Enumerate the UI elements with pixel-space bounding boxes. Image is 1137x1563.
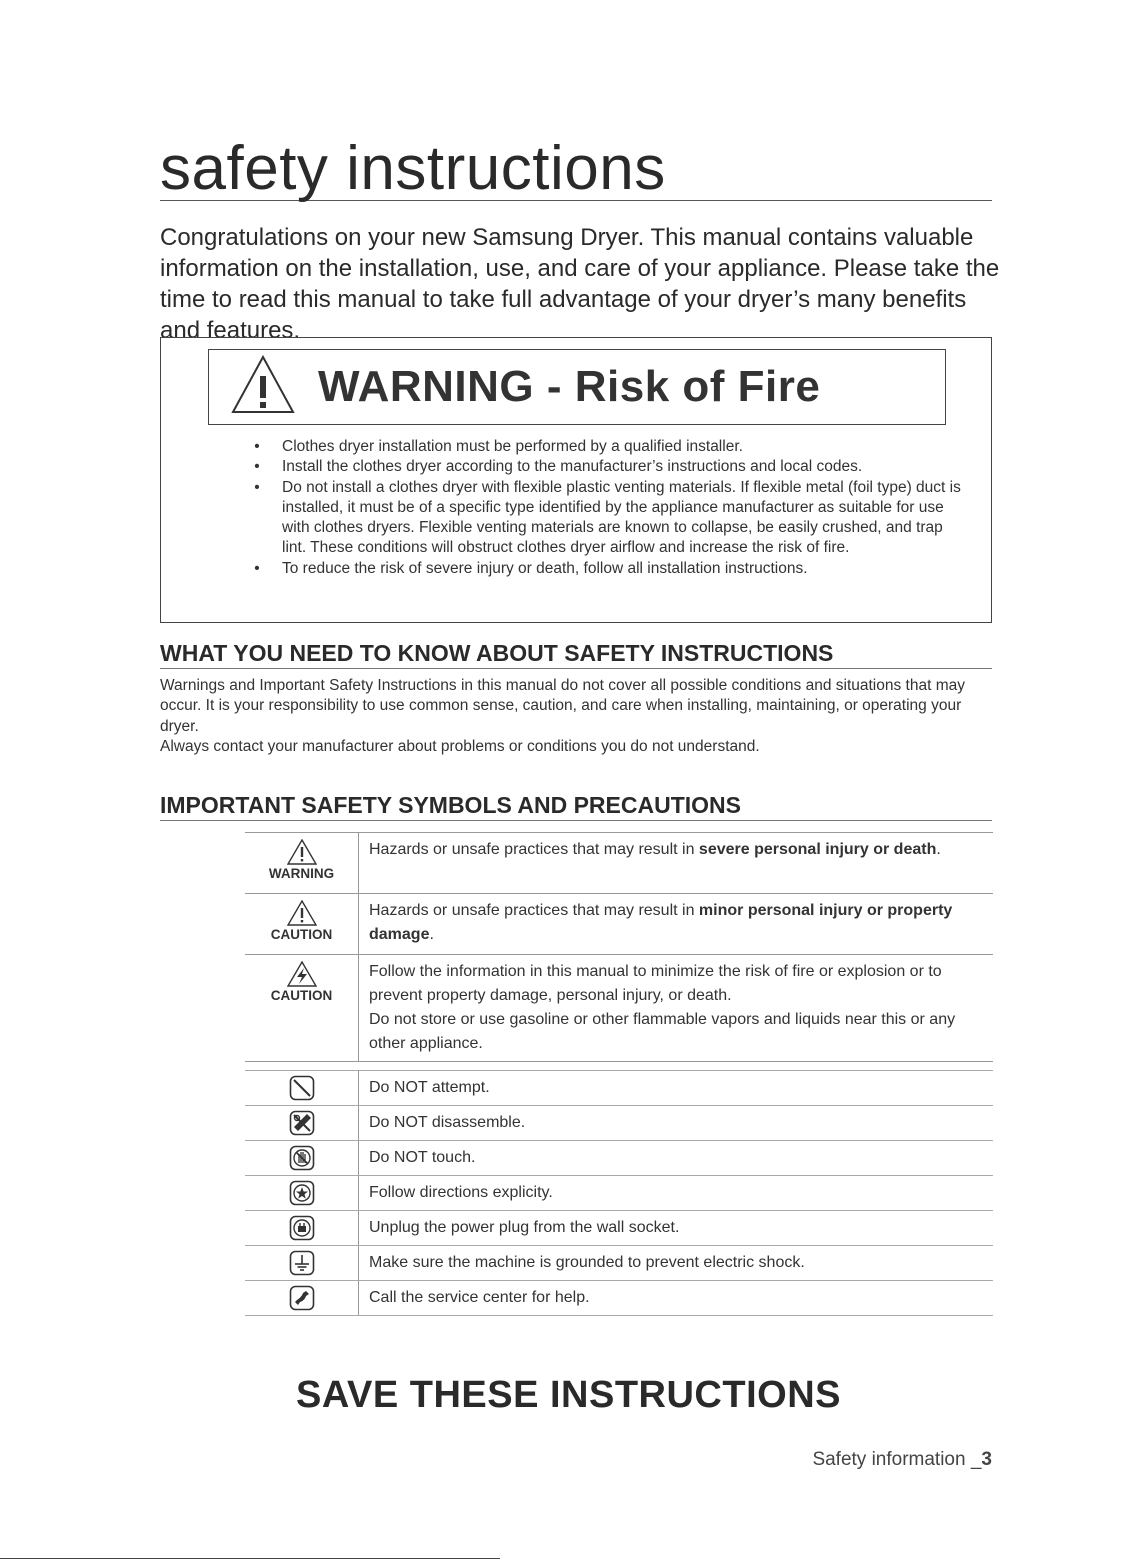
- no-touch-icon: [289, 1145, 315, 1171]
- list-item: • To reduce the risk of severe injury or death, follow all installation instructions.: [250, 559, 970, 579]
- follow-directions-icon: [289, 1180, 315, 1206]
- table-row: [245, 1071, 993, 1106]
- symbol-description: Do NOT touch.: [359, 1141, 994, 1176]
- hazard-description: Hazards or unsafe practices that may result in minor personal injury or property damage.: [359, 894, 994, 955]
- hazard-label: CAUTION: [270, 988, 333, 1003]
- bullet-icon: •: [254, 559, 260, 577]
- symbol-description: Unplug the power plug from the wall socket.: [359, 1211, 994, 1246]
- hazard-table: [245, 832, 993, 1062]
- table-row: [245, 1211, 993, 1246]
- list-item: • Clothes dryer installation must be performed by a qualified installer.: [250, 437, 970, 457]
- caution-triangle-icon: [287, 900, 317, 926]
- warning-triangle-icon: [230, 354, 296, 416]
- symbol-description: Call the service center for help.: [359, 1281, 994, 1316]
- table-row: [245, 1246, 993, 1281]
- service-call-icon: [289, 1285, 315, 1311]
- table-row: [245, 894, 993, 955]
- bullet-icon: •: [254, 438, 260, 455]
- table-row: [245, 955, 993, 1062]
- section-heading-symbols: IMPORTANT SAFETY SYMBOLS AND PRECAUTIONS: [160, 790, 992, 821]
- symbol-description: Make sure the machine is grounded to prevent electric shock.: [359, 1246, 994, 1281]
- hazard-description: Follow the information in this manual to minimize the risk of fire or explosion or to prevent property damage, personal injury, or death. Do not store or use gasoline or other flammable vapors and liquids near this or any other appliance.: [359, 955, 994, 1062]
- section-heading-know-about: WHAT YOU NEED TO KNOW ABOUT SAFETY INSTRUCTIONS: [160, 638, 992, 669]
- ground-icon: [289, 1250, 315, 1276]
- fire-warning-title: WARNING - Risk of Fire: [318, 362, 821, 411]
- page-number: 3: [981, 1449, 992, 1470]
- table-row: [245, 1176, 993, 1211]
- list-item: • Do not install a clothes dryer with flexible plastic venting materials. If flexible metal (foil type) duct is installed, it must be of a specific type identified by the appliance manufacturer as suitable for use with clothes dryers. Flexible venting materials are known to collapse, be easily crushed, and trap lint. These conditions will obstruct clothes dryer airflow and increase the risk of fire.: [250, 478, 970, 559]
- footer-section-label: Safety information _: [812, 1449, 982, 1470]
- page-footer: [760, 1448, 992, 1472]
- paragraph: Always contact your manufacturer about problems or conditions you do not understand.: [160, 737, 760, 755]
- bullet-icon: •: [254, 458, 260, 476]
- unplug-icon: [289, 1215, 315, 1241]
- bottom-rule: [0, 1558, 500, 1559]
- bullet-icon: •: [254, 478, 260, 496]
- hazard-description: Hazards or unsafe practices that may result in severe personal injury or death.: [359, 833, 994, 894]
- prohibited-icon: [289, 1075, 315, 1101]
- fire-warning-list: [250, 437, 970, 579]
- table-row: [245, 833, 993, 894]
- section-body-know-about: [160, 676, 1000, 757]
- symbol-description: Do NOT disassemble.: [359, 1106, 994, 1141]
- intro-paragraph: Congratulations on your new Samsung Dryer. This manual contains valuable information on the installation, use, and care of your appliance. Please take the time to read this manual to take full advantage of your dryer’s many benefits and features.: [160, 224, 1000, 344]
- fire-hazard-triangle-icon: [287, 961, 317, 987]
- paragraph: Warnings and Important Safety Instructions in this manual do not cover all possible conditions and situations that may occur. It is your responsibility to use common sense, caution, and care when installing, maintaining, or operating your dryer.: [160, 677, 965, 735]
- table-row: [245, 1281, 993, 1316]
- hazard-label: CAUTION: [270, 927, 333, 942]
- table-row: [245, 1141, 993, 1176]
- warning-triangle-icon: [287, 839, 317, 865]
- list-item: • Install the clothes dryer according to the manufacturer’s instructions and local codes.: [250, 457, 970, 477]
- symbol-description: Do NOT attempt.: [359, 1071, 994, 1106]
- symbol-table: [245, 1070, 993, 1316]
- hazard-label: WARNING: [268, 866, 335, 881]
- symbol-description: Follow directions explicity.: [359, 1176, 994, 1211]
- table-row: [245, 1106, 993, 1141]
- save-instructions-title: SAVE THESE INSTRUCTIONS: [296, 1374, 841, 1416]
- no-disassembly-icon: [289, 1110, 315, 1136]
- page-title: safety instructions: [160, 138, 992, 201]
